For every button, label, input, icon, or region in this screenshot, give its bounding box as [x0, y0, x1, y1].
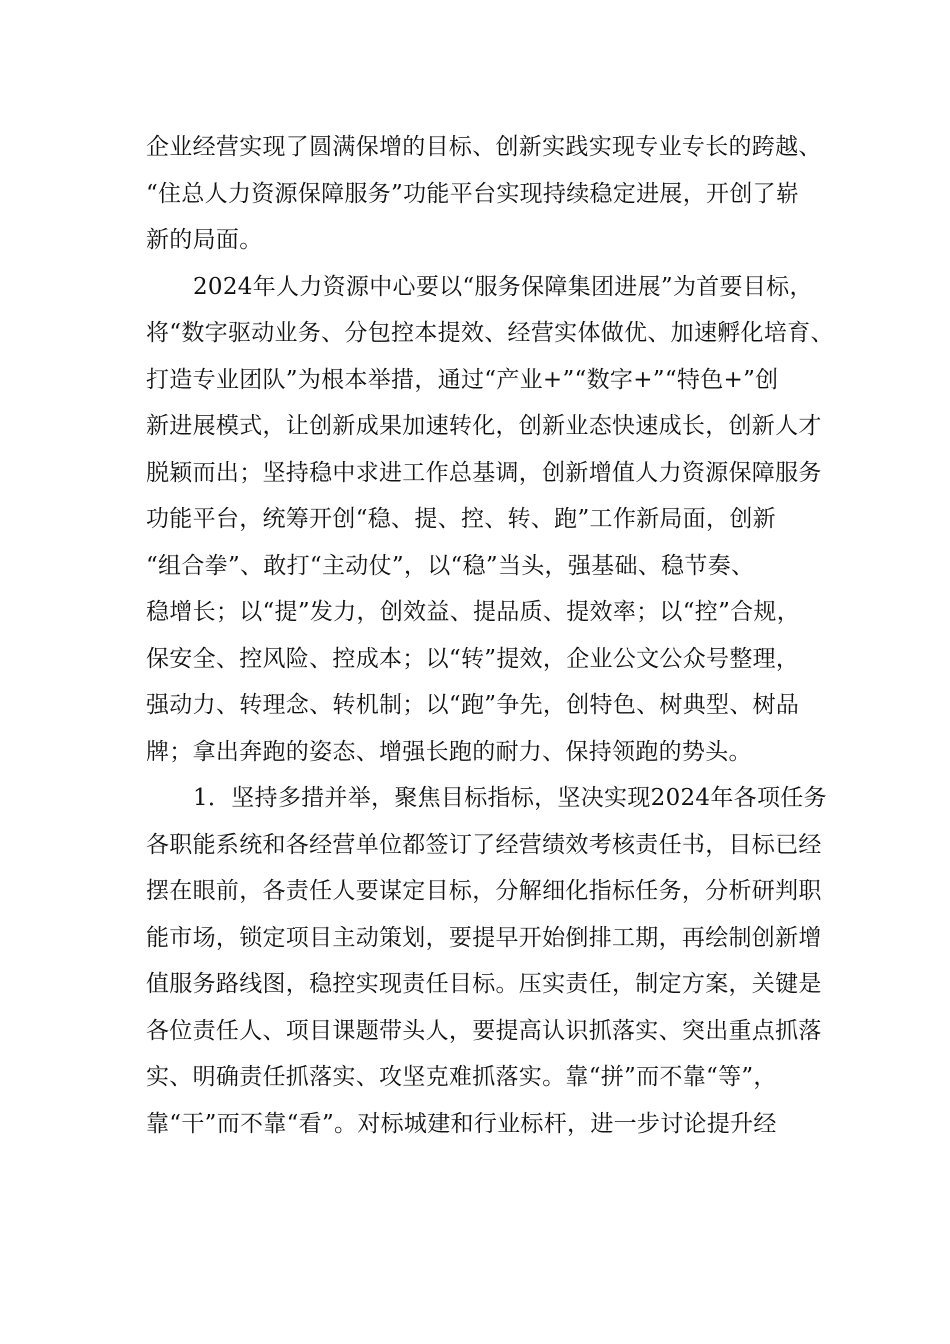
text-line: 摆在眼前，各责任人要谋定目标，分解细化指标任务，分析研判职: [146, 878, 822, 904]
text-line: 脱颖而出；坚持稳中求进工作总基调，创新增值人力资源保障服务: [146, 459, 822, 486]
paragraph-first-line: 1．坚持多措并举，聚焦目标指标，坚决实现2024年各项任务: [193, 785, 827, 811]
text-line: 牌；拿出奔跑的姿态、增强长跑的耐力、保持领跑的势头。: [146, 738, 752, 765]
text-line: 各职能系统和各经营单位都签订了经营绩效考核责任书，目标已经: [146, 831, 822, 858]
body-text: [146, 124, 834, 1147]
text-line: 值服务路线图，稳控实现责任目标。压实责任，制定方案，关键是: [146, 971, 822, 997]
text-line: 强动力、转理念、转机制；以“跑”争先，创特色、树典型、树品: [146, 692, 800, 718]
text-line: 功能平台，统筹开创“稳、提、控、转、跑”工作新局面，创新: [146, 506, 776, 532]
text-line: 稳增长；以“提”发力，创效益、提品质、提效率；以“控”合规，: [146, 599, 801, 625]
text-line: “住总人力资源保障服务”功能平台实现持续稳定进展，开创了崭: [146, 180, 800, 207]
text-line: 保安全、控风险、控成本；以“转”提效，企业公文公众号整理，: [146, 645, 800, 672]
text-line: 企业经营实现了圆满保增的目标、创新实践实现专业专长的跨越、: [146, 134, 822, 160]
text-line: 打造专业团队”为根本举措，通过“产业+”“数字+”“特色+”创: [146, 366, 779, 393]
text-line: 各位责任人、项目课题带头人，要提高认识抓落实、突出重点抓落: [146, 1017, 822, 1044]
text-line: 靠“干”而不靠“看”。对标城建和行业标杆，进一步讨论提升经: [146, 1110, 777, 1137]
text-line: 能市场，锁定项目主动策划，要提早开始倒排工期，再绘制创新增: [146, 924, 822, 951]
text-line: 实、明确责任抓落实、攻坚克难抓落实。靠“拼”而不靠“等”，: [146, 1064, 777, 1090]
paragraph-first-line: 2024年人力资源中心要以“服务保障集团进展”为首要目标，: [193, 273, 813, 300]
text-line: 新的局面。: [146, 227, 263, 253]
text-line: “组合拳”、敢打“主动仗”，以“稳”当头，强基础、稳节奏、: [146, 552, 755, 579]
text-line: 新进展模式，让创新成果加速转化，创新业态快速成长，创新人才: [146, 413, 822, 439]
text-line: 将“数字驱动业务、分包控本提效、经营实体做优、加速孵化培育、: [146, 320, 834, 346]
